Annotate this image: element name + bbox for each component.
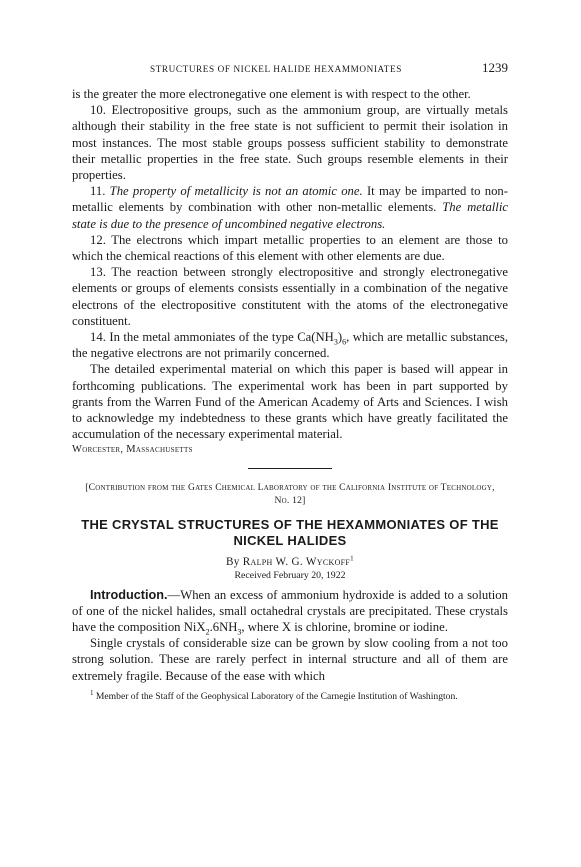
article-title: THE CRYSTAL STRUCTURES OF THE HEXAMMONIATES OF THE NICKEL HALIDES [81, 516, 499, 548]
paragraph-11-italic: The property of metallicity is not an atomic one. [109, 184, 363, 199]
introduction-paragraph [72, 587, 508, 636]
paragraph-14 [72, 329, 508, 361]
introduction-sub-3: 3 [237, 627, 242, 637]
author-location: Worcester, Massachusetts [72, 444, 193, 456]
author-footnote-mark: 1 [350, 553, 354, 562]
paragraph-14-sub-3: 3 [333, 337, 338, 347]
footnote-mark: 1 [90, 688, 94, 697]
introduction-text-b: .6NH [209, 620, 238, 635]
footnote [72, 690, 508, 703]
section-divider [248, 468, 332, 469]
paragraph-acknowledgment: The detailed experimental material on which this paper is based will appear in forthcoming publications. The experimental work has been in part supported by grants from the Warren Fund of the American Academy of Arts and Sciences. I wish to acknowledge my indebtedness to these grants which have greatly facilitated the accumulation of the necessary experimental material. [72, 362, 508, 442]
paragraph-11-text: It may be imparted to non-metallic elements by combination with other non-metallic elements. [72, 184, 508, 215]
journal-page [72, 60, 508, 703]
crystal-growth-paragraph: Single crystals of considerable size can be grown by slow cooling from a not too strong solution. These are rarely perfect in internal structure and all of them are extremely fragile. Because of the ease with which [72, 636, 508, 683]
introduction-heading: Introduction. [90, 587, 168, 602]
article-body [72, 587, 508, 684]
paragraph-11 [72, 183, 508, 232]
paragraph-12: 12. The electrons which impart metallic properties to an element are those to which the chemical reactions of this element with other elements are due. [72, 232, 508, 264]
paragraph-14-sub-6: 6 [342, 337, 347, 347]
paragraph-11-number: 11. [90, 184, 106, 199]
running-title: STRUCTURES OF NICKEL HALIDE HEXAMMONIATES [150, 64, 402, 74]
introduction-text-a: —When an excess of ammonium hydroxide is added to a solution of one of the nickel halides, small octahedral crystals are precipitated. These crystals have the composition NiX [72, 587, 508, 635]
contribution-note: [Contribution from the Gates Chemical Laboratory of the California Institute of Technology, No. 12] [85, 481, 495, 506]
received-date: Received February 20, 1922 [234, 569, 346, 581]
byline [72, 553, 508, 568]
introduction-text-c: , where X is chlorine, bromine or iodine. [241, 620, 448, 635]
byline-by: By [226, 555, 240, 568]
previous-article-conclusion [72, 86, 508, 459]
paragraph-13: 13. The reaction between strongly electropositive and strongly electronegative elements or groups of elements consists essentially in a combination of the negative electrons of the electropositive constitutent with the atoms of the electronegative constituent. [72, 265, 508, 328]
paragraph-11-italic-conclusion: The metallic state is due to the presence of uncombined negative electrons. [72, 200, 508, 231]
footnote-text: Member of the Staff of the Geophysical Laboratory of the Carnegie Institution of Washington. [93, 690, 458, 702]
paragraph-14-c: , which are metallic substances, the negative electrons are not primarily concerned. [72, 330, 508, 361]
paragraph-14-a: 14. In the metal ammoniates of the type Ca(NH [90, 330, 334, 345]
page-number: 1239 [482, 60, 508, 75]
footnote-text-line [72, 690, 508, 703]
paragraph-10: 10. Electropositive groups, such as the ammonium group, are virtually metals although their stability in the free state is not sufficient to permit their isolation in most instances. The most stable groups possess sufficient stability to demonstrate their metallic properties in the free state. Such groups resemble elements in their properties. [72, 103, 508, 183]
introduction-sub-2: 2 [205, 627, 210, 637]
paragraph-continued: is the greater the more electronegative one element is with respect to the other. [72, 87, 471, 101]
author-name: Ralph W. G. Wyckoff [242, 555, 351, 568]
paragraph-14-b: ) [337, 330, 343, 345]
running-header [150, 60, 508, 76]
